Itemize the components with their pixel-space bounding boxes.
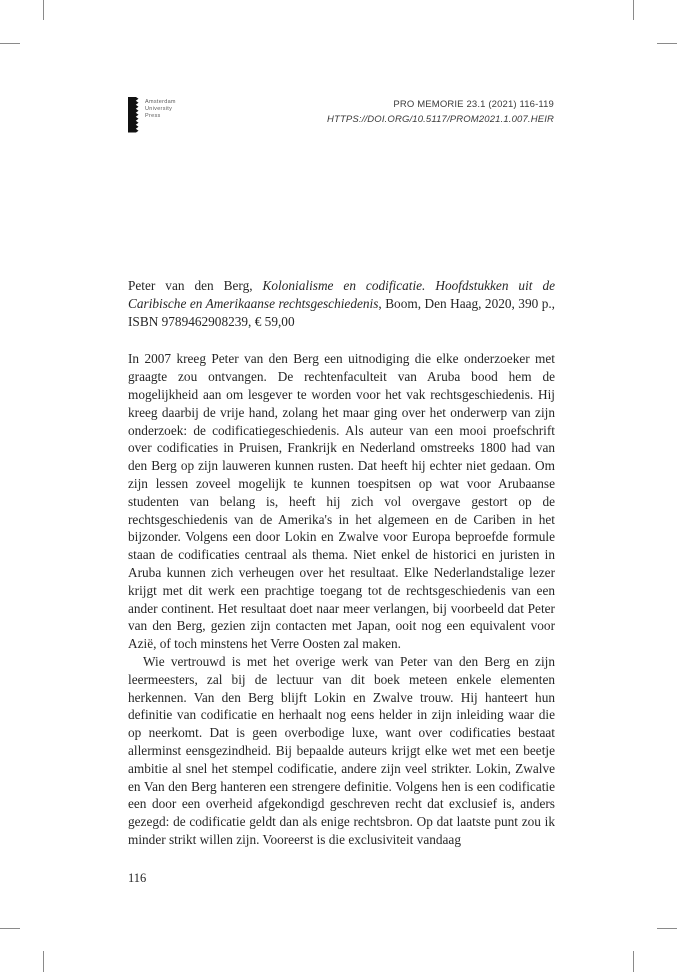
crop-mark xyxy=(657,928,677,929)
citation-text: , Boom, Den Haag, 2020, 390 p., ISBN 9789462908239, € 59,00 xyxy=(128,295,556,329)
crop-mark xyxy=(0,43,20,44)
main-text-column xyxy=(128,277,555,849)
page-number: 116 xyxy=(128,871,147,885)
crop-mark xyxy=(633,951,634,972)
journal-header xyxy=(327,98,554,127)
body-paragraph: In 2007 kreeg Peter van den Berg een uitnodiging die elke onderzoeker met graagte zou ontvangen. De rechtenfaculteit van Aruba bood hem de mogelijkheid aan om lesgever te worden voor het vak rechtsgeschiedenis. Hij kreeg daarbij de vrije hand, zolang het maar ging over het onderwerp van zijn onderzoek: de codificatiegeschiedenis. Als auteur van een mooi proefschrift over codificaties in Pruisen, Frankrijk en Nederland omstreeks 1800 had van den Berg op zijn lauweren kunnen rusten. Dat heeft hij echter niet gedaan. Om zijn lessen zoveel mogelijk te kunnen toespitsen op wat voor Arubaanse studenten van belang is, heeft hij zich vol overgave gestort op de rechtsgeschiedenis van de Amerika's in het algemeen en de Cariben in het bijzonder. Volgens een door Lokin en Zwalve voor Europa beproefde formule staan de codificaties centraal als thema. Niet enkel de historici en juristen in Aruba kunnen zich verheugen over het resultaat. Elke Nederlandstalige lezer krijgt met dit werk een prachtige toegang tot de rechtsgeschiedenis van een ander continent. Het resultaat doet naar meer verlangen, bij voorbeeld dat Peter van den Berg, gezien zijn contacten met Japan, ooit nog een equivalent voor Azië, of toch minstens het Verre Oosten zal maken. xyxy=(128,351,555,652)
crop-mark xyxy=(633,0,634,20)
journal-reference: PRO MEMORIE 23.1 (2021) 116-119 xyxy=(393,99,554,110)
publisher-name xyxy=(145,97,176,120)
body-text xyxy=(128,350,555,848)
book-citation xyxy=(128,277,555,330)
crop-mark xyxy=(0,928,20,929)
body-paragraph: Wie vertrouwd is met het overige werk van Peter van den Berg en zijn leermeesters, zal bij de lectuur van dit boek meteen enkele elementen herkennen. Van den Berg blijft Lokin en Zwalve trouw. Hij hanteert hun definitie van codificatie en herhaalt nog eens helder in zijn inleiding waar die op neerkomt. Dat is geen overbodige luxe, want over codificaties bestaat allerminst eensgezindheid. Bij bepaalde auteurs krijgt elke wet met een beetje ambitie al snel het stempel codificatie, andere zijn veel strikter. Lokin, Zwalve en Van den Berg hanteren een strengere definitie. Volgens hen is een codificatie een door een overheid afgekondigd geschreven recht dat exclusief is, anders gezegd: de codificatie geldt dan als enige rechtsbron. Op dat laatste punt zou ik minder strikt willen zijn. Vooreerst is die exclusiviteit vandaag xyxy=(128,653,555,847)
publisher-name-line: Amsterdam xyxy=(145,99,176,105)
book-title: Kolonialisme en codificatie. Hoofdstukken uit de Caribische en Amerikaanse rechtsgeschiedenis xyxy=(128,278,555,311)
citation-text: Peter van den Berg, xyxy=(128,278,263,293)
publisher-name-line: University xyxy=(145,106,173,112)
crop-mark xyxy=(657,43,677,44)
doi-text: HTTPS://DOI.ORG/10.5117/PROM2021.1.007.HEIR xyxy=(327,113,554,125)
crop-mark xyxy=(43,0,44,20)
publisher-logo xyxy=(128,97,176,133)
aup-book-spine-icon xyxy=(128,97,139,133)
crop-mark xyxy=(43,951,44,972)
publisher-name-line: Press xyxy=(145,113,161,119)
